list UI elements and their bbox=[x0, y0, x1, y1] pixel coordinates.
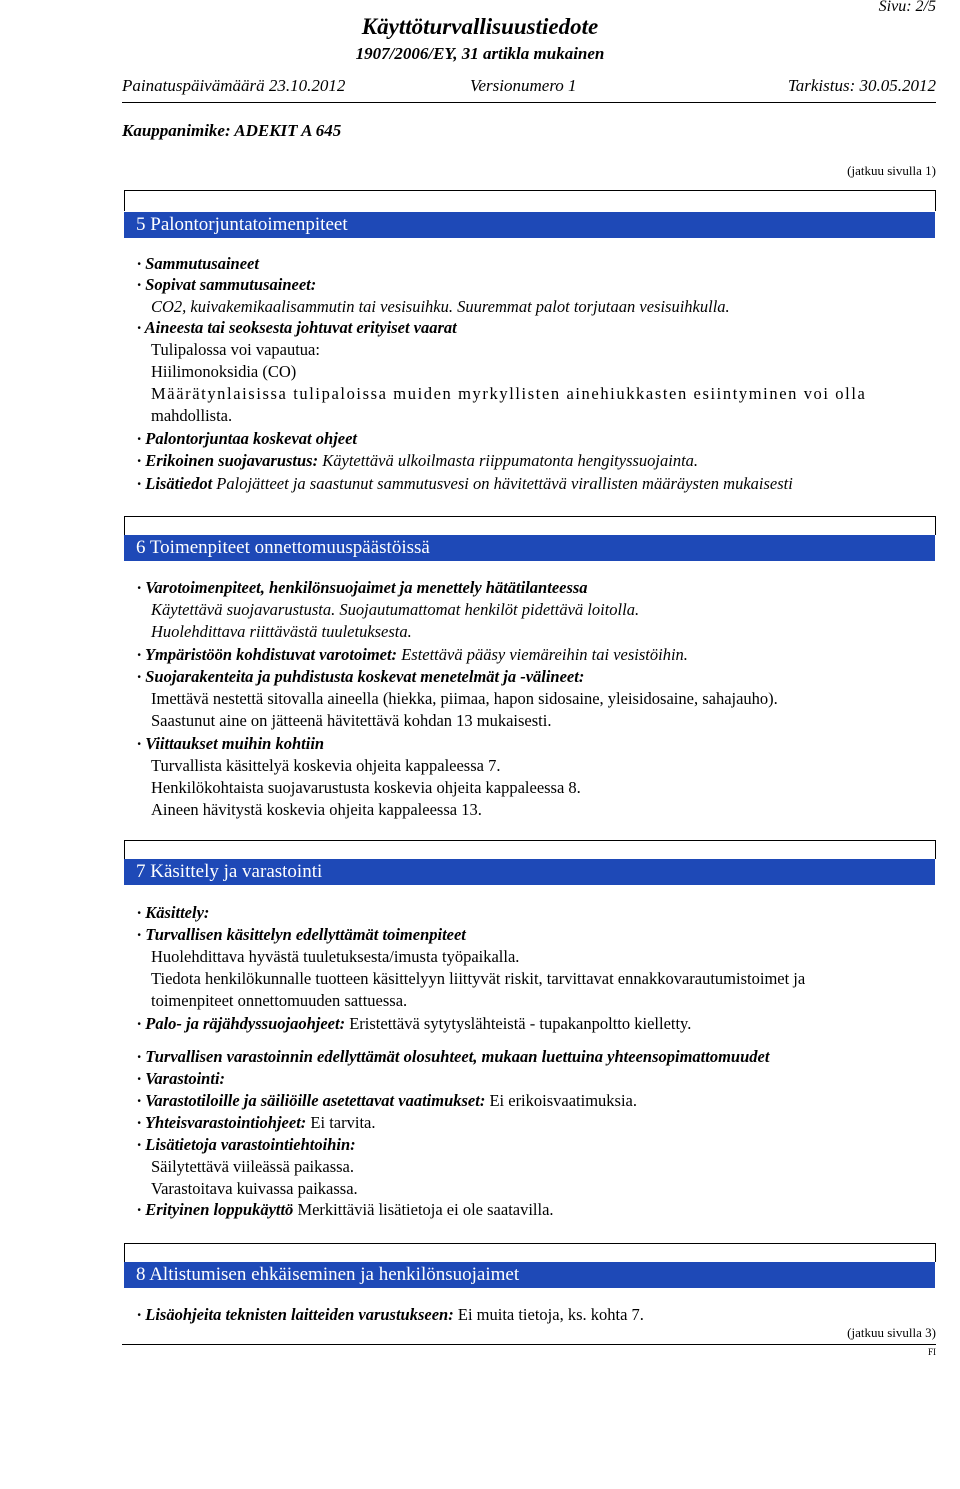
continued-from: (jatkuu sivulla 1) bbox=[847, 163, 936, 178]
section-5-frame bbox=[124, 190, 936, 211]
s7-cool-place: Säilytettävä viileässä paikassa. bbox=[151, 1157, 354, 1176]
s7-joint-storage bbox=[137, 1113, 375, 1133]
s8-technical-text: Ei muita tietoja, ks. kohta 7. bbox=[457, 1305, 644, 1324]
s5-fire-release: Tulipalossa voi vapautua: bbox=[151, 340, 320, 359]
print-date: Painatuspäivämäärä 23.10.2012 bbox=[122, 76, 346, 95]
s7-storage-info: · Lisätietoja varastointiehtoihin: bbox=[137, 1135, 356, 1154]
s7-ventilation: Huolehdittava hyvästä tuuletuksesta/imusta työpaikalla. bbox=[151, 947, 520, 966]
s5-protective-equipment-text: Käytettävä ulkoilmasta riippumatonta hengityssuojainta. bbox=[322, 451, 699, 470]
s5-additional-info-label: · Lisätiedot bbox=[137, 474, 213, 493]
s6-ref-8: Henkilökohtaista suojavarustusta koskevia ohjeita kappaleessa 8. bbox=[151, 778, 581, 797]
document-subtitle: 1907/2006/EY, 31 artikla mukainen bbox=[355, 44, 605, 63]
s7-joint-storage-text: Ei tarvita. bbox=[310, 1113, 376, 1132]
s7-end-use-text: Merkittäviä lisätietoja ei ole saatavilla. bbox=[297, 1200, 554, 1219]
s7-fire-explosion-text: Eristettävä sytytyslähteistä - tupakanpoltto kielletty. bbox=[349, 1014, 692, 1033]
s5-special-hazards: · Aineesta tai seoksesta johtuvat erityiset vaarat bbox=[137, 318, 457, 337]
s8-technical bbox=[137, 1305, 644, 1325]
s7-end-use-label: · Erityinen loppukäyttö bbox=[137, 1200, 294, 1219]
version-number: Versionumero 1 bbox=[470, 76, 577, 95]
s7-storage: · Varastointi: bbox=[137, 1069, 226, 1088]
section-6-title: 6 Toimenpiteet onnettomuuspäästöissä bbox=[124, 535, 935, 561]
s7-accident-measures: toimenpiteet onnettomuuden sattuessa. bbox=[151, 991, 408, 1010]
trade-name: Kauppanimike: ADEKIT A 645 bbox=[122, 121, 342, 140]
section-8-title: 8 Altistumisen ehkäiseminen ja henkilönsuojaimet bbox=[124, 1262, 935, 1288]
s6-ventilation: Huolehdittava riittävästä tuuletuksesta. bbox=[151, 622, 412, 641]
s7-dry-place: Varastoitava kuivassa paikassa. bbox=[151, 1179, 358, 1198]
s6-absorb: Imettävä nestettä sitovalla aineella (hiekka, piimaa, hapon sidosaine, yleisidosaine, sahajauho). bbox=[151, 689, 778, 708]
s5-firefighting-advice: · Palontorjuntaa koskevat ohjeet bbox=[137, 429, 358, 448]
country-code: FI bbox=[928, 1347, 937, 1357]
s7-storage-requirements-text: Ei erikoisvaatimuksia. bbox=[489, 1091, 638, 1110]
s5-carbon-monoxide: Hiilimonoksidia (CO) bbox=[151, 362, 297, 381]
s7-end-use bbox=[137, 1200, 554, 1220]
s5-media-text: CO2, kuivakemikaalisammutin tai vesisuihku. Suuremmat palot torjutaan vesisuihkulla. bbox=[151, 297, 730, 316]
s6-environmental bbox=[137, 645, 688, 665]
s5-possible: mahdollista. bbox=[151, 406, 233, 425]
section-8-frame bbox=[124, 1243, 936, 1262]
footer-divider bbox=[122, 1344, 936, 1345]
s7-handling: · Käsittely: bbox=[137, 903, 210, 922]
s6-ref-13: Aineen hävitystä koskevia ohjeita kappaleessa 13. bbox=[151, 800, 482, 819]
s5-additional-info-text: Palojätteet ja saastunut sammutusvesi on hävitettävä virallisten määräysten mukaisesti bbox=[216, 474, 793, 493]
s6-use-protective: Käytettävä suojavarustusta. Suojautumattomat henkilöt pidettävä loitolla. bbox=[151, 600, 640, 619]
s6-environmental-label: · Ympäristöön kohdistuvat varotoimet: bbox=[137, 645, 398, 664]
s6-disposal: Saastunut aine on jätteenä hävitettävä kohdan 13 mukaisesti. bbox=[151, 711, 552, 730]
s5-protective-equipment-label: · Erikoinen suojavarustus: bbox=[137, 451, 319, 470]
section-5-title: 5 Palontorjuntatoimenpiteet bbox=[124, 212, 935, 238]
s6-ref-7: Turvallista käsittelyä koskevia ohjeita kappaleessa 7. bbox=[151, 756, 501, 775]
s7-safe-storage: · Turvallisen varastoinnin edellyttämät olosuhteet, mukaan luettuina yhteensopimattomuudet bbox=[137, 1047, 770, 1066]
section-7-title: 7 Käsittely ja varastointi bbox=[124, 859, 935, 885]
s5-additional-info bbox=[137, 474, 793, 494]
s7-fire-explosion-label: · Palo- ja räjähdyssuojaohjeet: bbox=[137, 1014, 346, 1033]
s7-safe-handling: · Turvallisen käsittelyn edellyttämät toimenpiteet bbox=[137, 925, 466, 944]
continued-to: (jatkuu sivulla 3) bbox=[847, 1325, 936, 1340]
s5-toxic-particles: Määrätynlaisissa tulipaloissa muiden myrkyllisten ainehiukkasten esiintyminen voi olla bbox=[151, 384, 867, 403]
document-title: Käyttöturvallisuustiedote bbox=[361, 14, 599, 39]
section-7-frame bbox=[124, 840, 936, 859]
s8-technical-label: · Lisäohjeita teknisten laitteiden varustukseen: bbox=[137, 1305, 454, 1324]
s7-storage-requirements bbox=[137, 1091, 637, 1111]
page-number: Sivu: 2/5 bbox=[878, 0, 936, 15]
header-divider bbox=[122, 102, 936, 103]
s6-containment: · Suojarakenteita ja puhdistusta koskevat menetelmät ja -välineet: bbox=[137, 667, 585, 686]
s6-environmental-text: Estettävä pääsy viemäreihin tai vesistöihin. bbox=[401, 645, 688, 664]
s5-protective-equipment bbox=[137, 451, 698, 471]
s7-fire-explosion bbox=[137, 1014, 691, 1034]
s5-suitable-media: · Sopivat sammutusaineet: bbox=[137, 275, 317, 294]
s7-joint-storage-label: · Yhteisvarastointiohjeet: bbox=[137, 1113, 307, 1132]
s6-precautions: · Varotoimenpiteet, henkilönsuojaimet ja menettely hätätilanteessa bbox=[137, 578, 588, 597]
revision-date: Tarkistus: 30.05.2012 bbox=[787, 76, 936, 95]
s5-extinguishing-media: · Sammutusaineet bbox=[137, 254, 259, 273]
section-6-frame bbox=[124, 516, 936, 535]
s7-inform-staff: Tiedota henkilökunnalle tuotteen käsittelyyn liittyvät riskit, tarvittavat ennakkovarautumistoimet ja bbox=[151, 969, 806, 988]
s6-references: · Viittaukset muihin kohtiin bbox=[137, 734, 325, 753]
s7-storage-requirements-label: · Varastotiloille ja säiliöille asetettavat vaatimukset: bbox=[137, 1091, 486, 1110]
